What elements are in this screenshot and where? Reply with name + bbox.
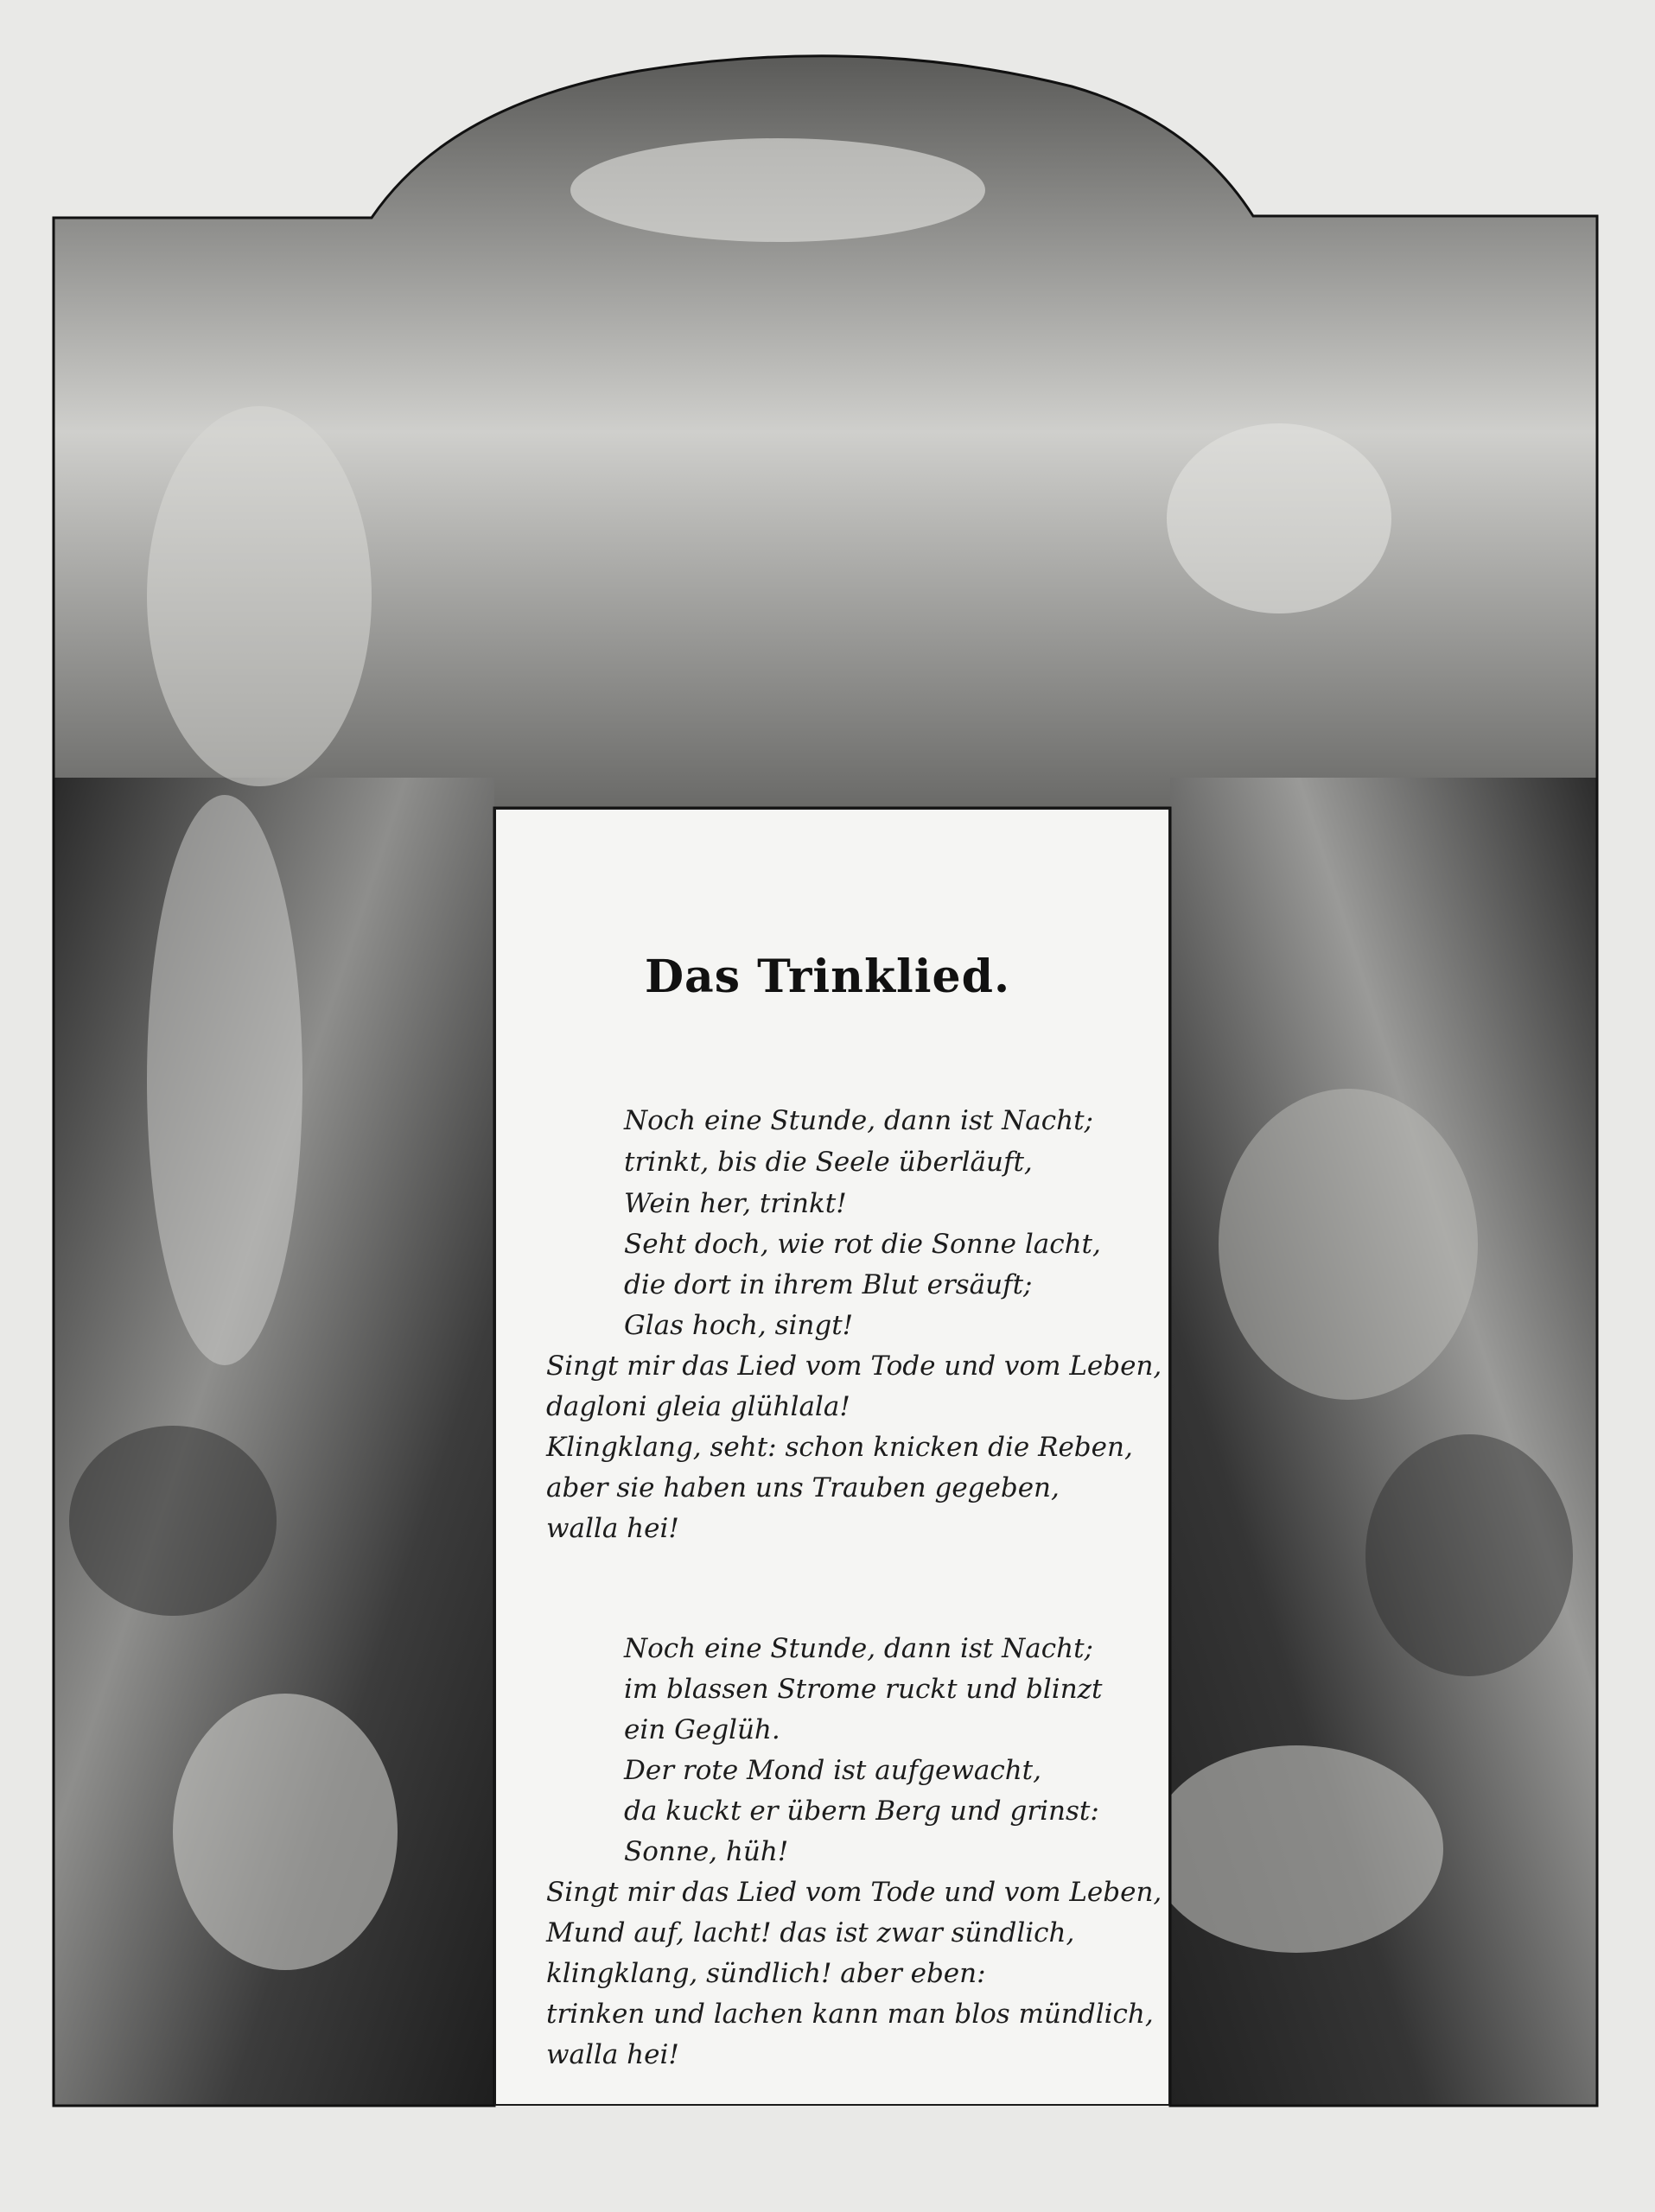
verse-line: ein Geglüh. (624, 1714, 780, 1745)
verse-line: Noch eine Stunde, dann ist Nacht; (624, 1105, 1093, 1136)
verse-line: Noch eine Stunde, dann ist Nacht; (624, 1633, 1093, 1664)
verse-line: Glas hoch, singt! (624, 1310, 854, 1341)
verse-line: aber sie haben uns Trauben gegeben, (546, 1472, 1060, 1503)
verse-line: Klingklang, seht: schon knicken die Reben, (546, 1432, 1133, 1463)
verse-line: Wein her, trinkt! (624, 1188, 847, 1219)
verse-line: Sonne, hüh! (624, 1836, 789, 1867)
verse-line: Singt mir das Lied vom Tode und vom Leben, (546, 1351, 1162, 1382)
verse-line: trinken und lachen kann man blos mündlich, (546, 1999, 1154, 2030)
poem-title: Das Trinklied. (644, 950, 1011, 1003)
verse-line: im blassen Strome ruckt und blinzt (624, 1674, 1103, 1705)
verse-line: klingklang, sündlich! aber eben: (546, 1958, 986, 1989)
verse-line: walla hei! (546, 2039, 679, 2070)
verse-line: Seht doch, wie rot die Sonne lacht, (624, 1229, 1101, 1260)
verse-line: trinkt, bis die Seele überläuft, (624, 1147, 1033, 1178)
verse-line: da kuckt er übern Berg und grinst: (624, 1796, 1099, 1827)
verse-line: dagloni gleia glühlala! (546, 1391, 850, 1422)
verse-line: walla hei! (546, 1513, 679, 1544)
verse-line: Mund auf, lacht! das ist zwar sündlich, (546, 1917, 1075, 1948)
verse-line: Der rote Mond ist aufgewacht, (624, 1755, 1041, 1786)
verse-line: die dort in ihrem Blut ersäuft; (624, 1269, 1033, 1300)
verse-line: Singt mir das Lied vom Tode und vom Leben, (546, 1877, 1162, 1908)
